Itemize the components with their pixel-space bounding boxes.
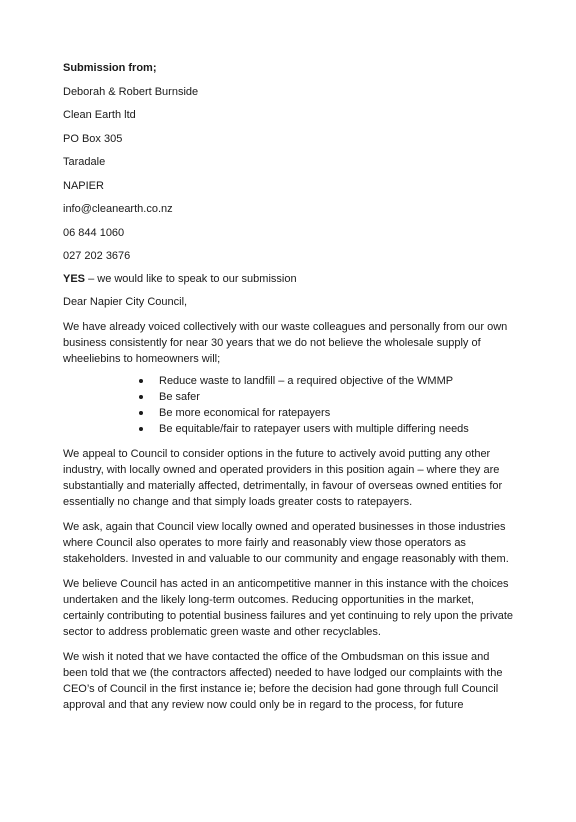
bullet-icon: [139, 395, 143, 399]
list-item: [159, 405, 516, 421]
body-paragraph: We ask, again that Council view locally owned and operated businesses in those industries where Council also operates to more fairly and reasonably view those operators as stakeholders. Invested in and valuable to our community and engage reasonably with them.: [63, 521, 509, 565]
bullet-icon: [139, 427, 143, 431]
address-line-phone: 06 844 1060: [63, 226, 125, 239]
list-item: [159, 373, 516, 389]
speak-request: [63, 271, 516, 287]
bullet-text: Be more economical for ratepayers: [159, 407, 331, 419]
bullet-list: [63, 373, 516, 437]
body-paragraph: We believe Council has acted in an anticompetitive manner in this instance with the choices undertaken and the likely long-term outcomes. Reducing opportunities in the market, certainly contributing to potential business failures and yet continuing to rely upon the private sector to address problematic green waste and other recyclables.: [63, 578, 514, 638]
address-line-city: NAPIER: [63, 179, 104, 192]
speak-request-text: – we would like to speak to our submission: [85, 273, 297, 285]
address-line-suburb: Taradale: [63, 156, 106, 168]
address-line-pobox: PO Box 305: [63, 132, 123, 145]
body-paragraph: We wish it noted that we have contacted the office of the Ombudsman on this issue and been told that we (the contractors affected) needed to have lodged our complaints with the CEO’s of Council in the first instance ie; before the decision had gone through full Council approval and that any review now could only be in regard to the process, for future: [63, 651, 503, 711]
bullet-text: Be safer: [159, 391, 200, 403]
yes-label: YES: [63, 273, 86, 285]
bullet-icon: [139, 379, 143, 383]
address-block: [63, 84, 516, 265]
salutation: Dear Napier City Council,: [63, 296, 188, 308]
bullet-icon: [139, 411, 143, 415]
bullet-text: Be equitable/fair to ratepayer users with multiple differing needs: [159, 423, 469, 435]
body-paragraph: We appeal to Council to consider options in the future to actively avoid putting any other industry, with locally owned and operated providers in this position again – where they are substantially and materially affected, detrimentally, in favour of overseas owned entities for essentially no change and that simply loads greater costs to ratepayers.: [63, 448, 503, 508]
address-line-email: info@cleanearth.co.nz: [63, 203, 173, 215]
address-line-names: Deborah & Robert Burnside: [63, 85, 199, 98]
list-item: [159, 421, 516, 437]
address-line-company: Clean Earth ltd: [63, 109, 136, 121]
address-line-mobile: 027 202 3676: [63, 250, 131, 262]
bullet-text: Reduce waste to landfill – a required objective of the WMMP: [159, 375, 454, 387]
submission-heading: Submission from;: [63, 62, 157, 74]
intro-paragraph: We have already voiced collectively with our waste colleagues and personally from our own business consistently for near 30 years that we do not believe the wholesale supply of wheeliebins to homeowners will;: [63, 321, 508, 365]
list-item: [159, 389, 516, 405]
